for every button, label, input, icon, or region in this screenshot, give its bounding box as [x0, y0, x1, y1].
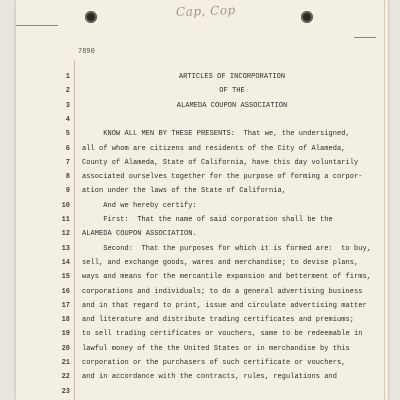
- line-number: 1: [65, 73, 70, 81]
- line-number: 15: [61, 273, 70, 281]
- punch-hole-right: [301, 11, 313, 23]
- margin-tick-right: [354, 37, 376, 38]
- line-number: 5: [65, 130, 70, 138]
- document-text-line: [82, 387, 367, 397]
- line-number: 12: [61, 230, 70, 238]
- page-edge-rule: [384, 0, 385, 400]
- document-text-line: ALAMEDA COUPON ASSOCIATION: [176, 102, 288, 110]
- document-text-line: And we hereby certify:: [82, 202, 197, 210]
- document-text-line: and in that regard to print, issue and circulate advertising matter: [82, 302, 367, 310]
- document-text-line: corporation or the purchasers of such certificate or vouchers,: [82, 359, 346, 367]
- document-text-line: ALAMEDA COUPON ASSOCIATION.: [82, 230, 197, 238]
- document-text-line: ways and means for the mercantile expansion and betterment of firms,: [82, 273, 372, 281]
- line-number: 10: [61, 202, 70, 210]
- document-text-line: corporations and individuals; to do a general advertising business: [82, 288, 363, 296]
- line-number: 16: [61, 288, 70, 296]
- line-number: 14: [61, 259, 70, 267]
- document-text-line: ation under the laws of the State of California,: [82, 187, 287, 195]
- line-number: 9: [65, 187, 70, 195]
- margin-tick-left: [16, 25, 58, 26]
- line-number: 20: [61, 345, 70, 353]
- document-number: 7890: [78, 48, 95, 56]
- margin-rule: [74, 60, 75, 400]
- line-number: 18: [61, 316, 70, 324]
- line-number: 6: [65, 145, 70, 153]
- document-text-line: OF THE: [219, 87, 245, 95]
- line-number: 21: [61, 359, 70, 367]
- document-page: [16, 0, 388, 400]
- line-number: 19: [61, 330, 70, 338]
- line-number: 2: [65, 87, 70, 95]
- line-number: 17: [61, 302, 70, 310]
- line-number: 3: [65, 102, 70, 110]
- line-number: 7: [65, 159, 70, 167]
- line-number: 23: [61, 388, 70, 396]
- document-text-line: lawful money of the the United States or in merchandise by this: [82, 345, 350, 353]
- line-number: 11: [61, 216, 70, 224]
- punch-hole-left: [85, 11, 97, 23]
- document-text-line: KNOW ALL MEN BY THESE PRESENTS: That we, the undersigned,: [82, 130, 350, 138]
- document-text-line: and literature and distribute trading certificates and premiums;: [82, 316, 355, 324]
- line-number: 13: [61, 245, 70, 253]
- line-number: 22: [61, 373, 70, 381]
- document-text-line: ARTICLES OF INCORPORATION: [178, 73, 286, 81]
- document-text-line: Second: That the purposes for which it is formed are: to buy,: [82, 245, 372, 253]
- document-text-line: all of whom are citizens and residents of the City of Alameda,: [82, 145, 346, 153]
- document-text-line: and in accordance with the contracts, rules, regulations and: [82, 373, 338, 381]
- line-number: 4: [65, 116, 70, 124]
- document-text-line: County of Alameda, State of California, have this day voluntarily: [82, 159, 359, 167]
- document-text-line: sell, and exchange goods, wares and merchandise; to devise plans,: [82, 259, 359, 267]
- handwritten-annotation: Cap, Cop: [175, 2, 236, 20]
- document-text-line: First: That the name of said corporation shall be the: [82, 216, 333, 224]
- document-text-line: associated ourselves together for the purpose of forming a corpor-: [82, 173, 363, 181]
- line-number: 8: [65, 173, 70, 181]
- document-text-line: to sell trading certificates or vouchers, same to be redeemable in: [82, 330, 363, 338]
